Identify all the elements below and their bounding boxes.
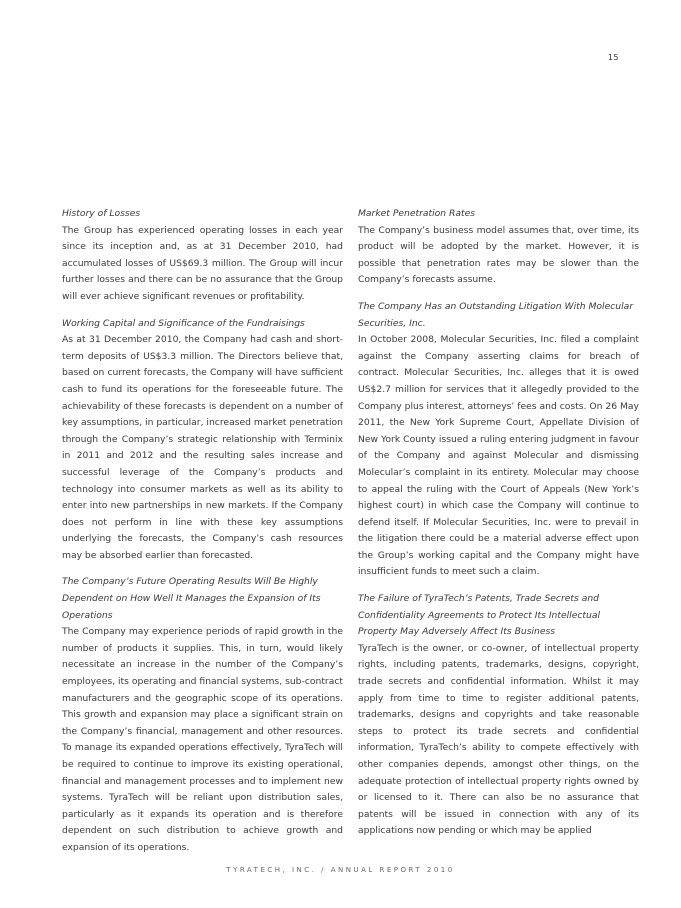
- page-number: 15: [607, 53, 619, 62]
- section-heading: The Company’s Future Operating Results Will Be Highly Dependent on How Well It Manages the Expansion of Its Operations: [62, 576, 321, 621]
- section-litigation: [358, 299, 639, 581]
- section-body: In October 2008, Molecular Securities, Inc. filed a complaint against the Company asserting claims for breach of contract. Molecular Securities, Inc. alleges that it is owed US$2.7 million for services that it allegedly provided to the Company plus interest, attorneys’ fees and costs. On 26 May 2011, the New York Supreme Court, Appellate Division of New York County issued a ruling entering judgment in favour of the Company and against Molecular and dismissing Molecular’s complaint in its entirety. Molecular may choose to appeal the ruling with the Court of Appeals (New York’s highest court) in which case the Company will continue to defend itself. If Molecular Securities, Inc. were to prevail in the litigation there could be a material adverse effect upon the Group’s working capital and the Company might have insufficient funds to meet such a claim.: [358, 334, 639, 578]
- section-future-operating-results: [62, 574, 343, 856]
- footer: TYRATECH, INC. / ANNUAL REPORT 2010: [226, 866, 455, 874]
- left-column: [62, 206, 343, 867]
- section-body: The Group has experienced operating losses in each year since its inception and, as at 31 December 2010, had accumulated losses of US$69.3 million. The Group will incur further losses and there can be no assurance that the Group will ever achieve significant revenues or profitability.: [62, 224, 343, 302]
- section-market-penetration: [358, 206, 639, 289]
- right-column: [358, 206, 639, 850]
- section-body: As at 31 December 2010, the Company had cash and short-term deposits of US$3.3 million. The Directors believe that, based on current forecasts, the Company will have sufficient cash to fund its operations for the foreseeable future. The achievability of these forecasts is dependent on a number of key assumptions, in particular, increased market penetration through the Company’s strategic relationship with Terminix in 2011 and 2012 and the resulting sales increase and successful leverage of the Company’s products and technology into consumer markets as well as its ability to enter into new partnerships in new markets. If the Company does not perform in line with these key assumptions underlying the forecasts, the Company’s cash resources may be absorbed earlier than forecasted.: [62, 334, 343, 561]
- section-heading: History of Losses: [62, 208, 141, 219]
- section-intellectual-property: [358, 591, 639, 840]
- section-body: TyraTech is the owner, or co-owner, of intellectual property rights, including patents, trademarks, designs, copyright, trade secrets and confidential information. Whilst it may apply from time to time to register additional patents, trademarks, designs and copyrights and take reasonable steps to protect its trade secrets and confidential information, TyraTech’s ability to compete effectively with other companies depends, amongst other things, on the adequate protection of intellectual property rights owned by or licensed to it. There can also be no assurance that patents will be issued in connection with any of its applications now pending or which may be applied: [358, 642, 639, 837]
- section-heading: The Failure of TyraTech’s Patents, Trade Secrets and Confidentiality Agreements to Protect Its Intellectual Property May Adversely Affect Its Business: [358, 593, 601, 638]
- section-history-of-losses: [62, 206, 343, 306]
- section-body: The Company’s business model assumes that, over time, its product will be adopted by the market. However, it is possible that penetration rates may be slower than the Company’s forecasts assume.: [358, 224, 639, 286]
- section-heading: The Company Has an Outstanding Litigation With Molecular Securities, Inc.: [358, 300, 634, 329]
- section-heading: Working Capital and Significance of the Fundraisings: [62, 317, 305, 329]
- section-body: The Company may experience periods of rapid growth in the number of products it supplies. This, in turn, would likely necessitate an increase in the number of the Company’s employees, its operating and financial systems, sub-contract manufacturers and the geographic scope of its operations. This growth and expansion may place a significant strain on the Company’s financial, management and other resources. To manage its expanded operations effectively, TyraTech will be required to continue to improve its existing operational, financial and management processes and to implement new systems. TyraTech will be reliant upon distribution sales, particularly as it expands its operation and is therefore dependent on such distribution to achieve growth and expansion of its operations.: [62, 626, 343, 853]
- section-working-capital: [62, 316, 343, 565]
- section-heading: Market Penetration Rates: [358, 208, 476, 219]
